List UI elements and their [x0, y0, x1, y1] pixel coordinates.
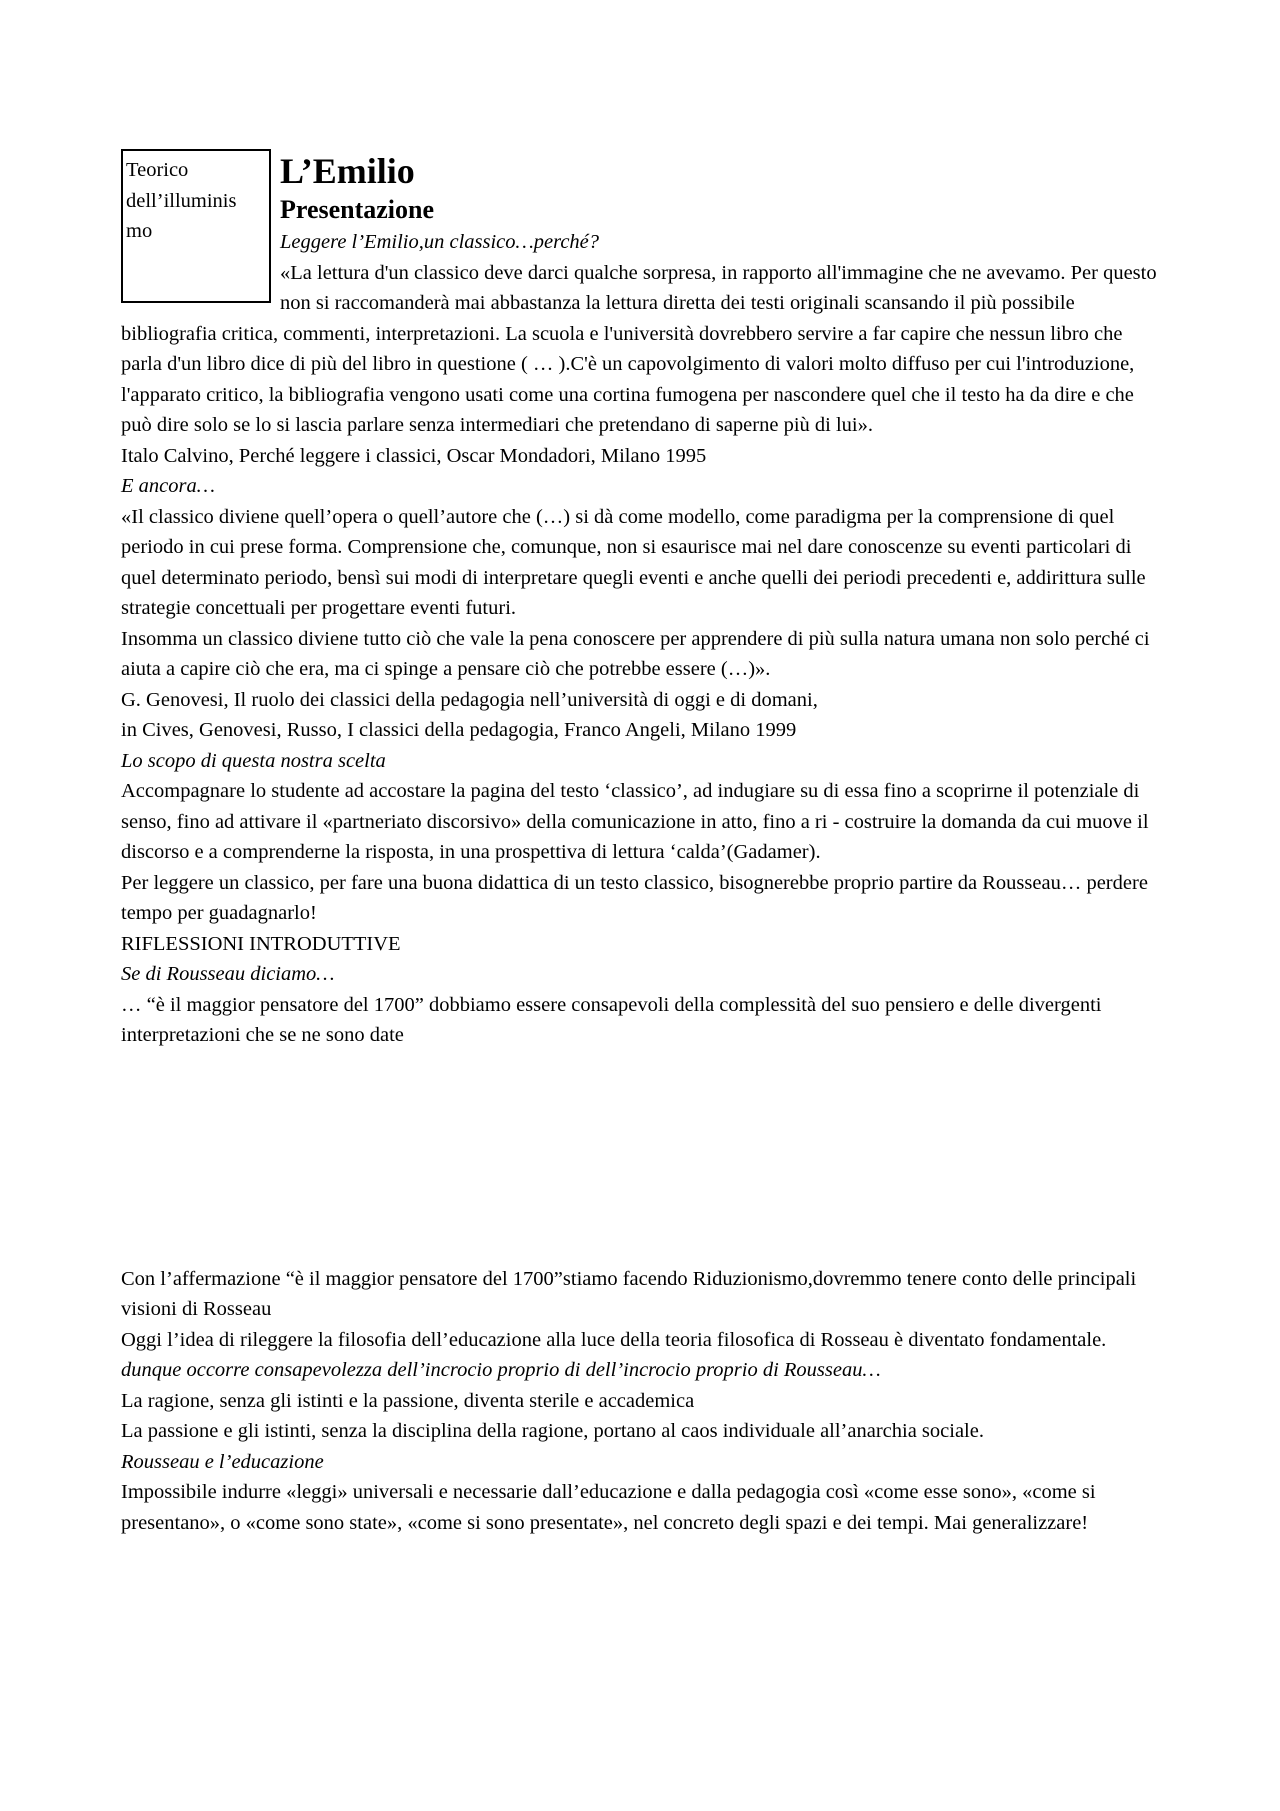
genovesi-quote-part1: «Il classico diviene quell’opera o quell’autore che (…) si dà come modello, come paradigma per la comprensione di quel periodo in cui prese forma. Comprensione che, comunque, non si esaurisce mai nel dare conoscenze su eventi particolari di quel determinato periodo, bensì sui modi di interpretare quegli eventi e anche quelli dei periodi precedenti e, addirittura sulle strategie concettuali per progettare eventi futuri. — [121, 505, 1146, 619]
genovesi-citation-line2: in Cives, Genovesi, Russo, I classici della pedagogia, Franco Angeli, Milano 1999 — [121, 719, 797, 741]
sidebar-box-text: Teorico dell’illuminis mo — [126, 159, 237, 242]
section-subheading-rousseau: Se di Rousseau diciamo… — [121, 963, 335, 985]
genovesi-quote-part2: Insomma un classico diviene tutto ciò che vale la pena conoscere per apprendere di più sulla natura umana non solo perché ci aiuta a capire ciò che era, ma ci spinge a pensare ciò che potrebbe essere (…)». — [121, 627, 1150, 680]
greatest-thinker-paragraph: … “è il maggior pensatore del 1700” dobbiamo essere consapevoli della complessità del suo pensiero e delle divergenti interpretazioni che se ne sono date — [121, 993, 1102, 1046]
education-paragraph: Impossibile indurre «leggi» universali e necessarie dall’educazione e dalla pedagogia così «come esse sono», «come si presentano», o «come sono state», «come si sono presentate», nel concreto degli spazi e dei tempi. Mai generalizzare! — [121, 1481, 1096, 1534]
reread-philosophy-paragraph: Oggi l’idea di rileggere la filosofia dell’educazione alla luce della teoria filosofica di Rosseau è diventato fondamentale. — [121, 1328, 1107, 1351]
calvino-citation: Italo Calvino, Perché leggere i classici, Oscar Mondadori, Milano 1995 — [121, 444, 707, 467]
section-heading-and-more: E ancora… — [121, 475, 215, 497]
passion-line: La passione e gli istinti, senza la disciplina della ragione, portano al caos individuale all’anarchia sociale. — [121, 1420, 984, 1442]
document-subtitle: Presentazione — [280, 195, 435, 224]
section-heading-purpose: Lo scopo di questa nostra scelta — [121, 749, 386, 772]
section-heading-awareness: dunque occorre consapevolezza dell’incrocio proprio di dell’incrocio proprio di Rousseau… — [121, 1359, 881, 1381]
section-heading-education: Rousseau e l’educazione — [121, 1450, 324, 1473]
genovesi-citation-line1: G. Genovesi, Il ruolo dei classici della pedagogia nell’università di oggi e di domani, — [121, 688, 818, 711]
blank-space — [121, 1051, 1166, 1264]
reductionism-paragraph: Con l’affermazione “è il maggior pensatore del 1700”stiamo facendo Riduzionismo,dovremmo tenere conto delle principali visioni di Rosseau — [121, 1267, 1137, 1320]
section-heading-introductory: RIFLESSIONI INTRODUTTIVE — [121, 932, 401, 955]
rousseau-reading-paragraph: Per leggere un classico, per fare una buona didattica di un testo classico, bisognerebbe proprio partire da Rousseau… perdere tempo per guadagnarlo! — [121, 871, 1148, 924]
document-page — [121, 149, 1166, 1538]
document-title: L’Emilio — [280, 151, 415, 191]
section-heading-why-read: Leggere l’Emilio,un classico…perché? — [280, 231, 600, 253]
reason-line: La ragione, senza gli istinti e la passione, diventa sterile e accademica — [121, 1389, 695, 1412]
sidebar-box — [121, 149, 271, 303]
calvino-quote: «La lettura d'un classico deve darci qualche sorpresa, in rapporto all'immagine che ne avevamo. Per questo non si raccomanderà mai abbastanza la lettura diretta dei testi originali scansando il più possibile bibliografia critica, commenti, interpretazioni. La scuola e l'università dovrebbero servire a far capire che nessun libro che parla d'un libro dice di più del libro in questione ( … ).C'è un capovolgimento di valori molto diffuso per cui l'introduzione, l'apparato critico, la bibliografia vengono usati come una cortina fumogena per nascondere quel che il testo ha da dire e che può dire solo se lo si lascia parlare senza intermediari che pretendano di saperne più di lui». — [121, 261, 1157, 436]
purpose-paragraph: Accompagnare lo studente ad accostare la pagina del testo ‘classico’, ad indugiare su di essa fino a scoprirne il potenziale di senso, fino ad attivare il «partneriato discorsivo» della comunicazione in atto, fino a ri - costruire la domanda da cui muove il discorso e a comprenderne la risposta, in una prospettiva di lettura ‘calda’(Gadamer). — [121, 780, 1149, 863]
